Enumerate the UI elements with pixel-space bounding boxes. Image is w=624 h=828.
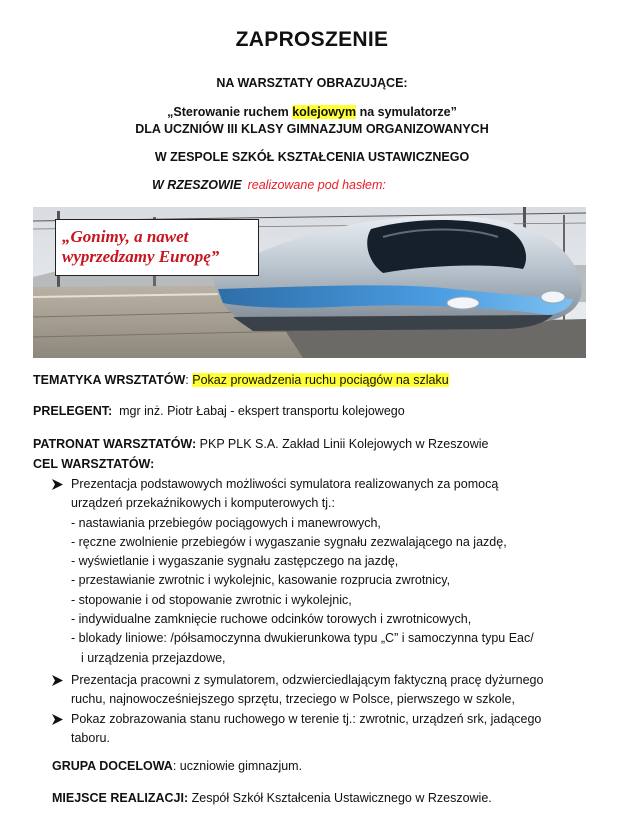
slogan-box <box>55 219 259 276</box>
patron-row <box>33 437 488 451</box>
header-line-3: DLA UCZNIÓW III KLASY GIMNAZJUM ORGANIZOWANYCH <box>135 122 489 136</box>
city-text: W RZESZOWIE <box>152 178 242 192</box>
venue-row <box>52 791 492 805</box>
goals-list <box>52 475 602 748</box>
header-line-1: NA WARSZTATY OBRAZUJĄCE: <box>216 76 408 90</box>
arrow-bullet-icon <box>52 714 63 725</box>
arrow-bullet-icon <box>52 675 63 686</box>
topic-row: TEMATYKA WRSZTATÓW: Pokaz prowadzenia ruchu pociągów na szlaku <box>33 373 449 387</box>
goals-heading <box>33 457 154 471</box>
header-line-2 <box>0 105 624 119</box>
patron-label: PATRONAT WARSZTATÓW: <box>33 437 197 451</box>
audience-label: GRUPA DOCELOWA <box>52 759 173 773</box>
goal-sub-item: - wyświetlanie i wygaszanie sygnału zastępczego na jazdę, <box>71 554 399 569</box>
goals-label: CEL WARSZTATÓW: <box>33 457 155 471</box>
goal-3-line-1: Pokaz zobrazowania stanu ruchowego w terenie tj.: zwrotnic, urządzeń srk, jadącego <box>71 711 542 726</box>
header-line-4: W ZESPOLE SZKÓŁ KSZTAŁCENIA USTAWICZNEGO <box>154 150 470 164</box>
goal-3-line-2: taboru. <box>71 730 110 745</box>
goal-item-3 <box>52 710 602 749</box>
speaker-row <box>33 404 405 418</box>
goal-sub-item: - blokady liniowe: /półsamoczynna dwukierunkowa typu „C” i samoczynna typu Eac/ <box>71 631 534 646</box>
speaker-label: PRELEGENT: <box>33 404 113 418</box>
venue-label: MIEJSCE REALIZACJI: <box>52 791 189 805</box>
audience-value: : uczniowie gimnazjum. <box>172 759 303 773</box>
goal-2-line-1: Prezentacja pracowni z symulatorem, odzwierciedlającym faktyczną pracę dyżurnego <box>71 672 544 687</box>
highlighted-word: kolejowym <box>292 105 357 119</box>
venue-value: Zespół Szkół Kształcenia Ustawicznego w Rzeszowie. <box>191 791 492 805</box>
slogan-intro-text: realizowane pod hasłem: <box>247 178 386 192</box>
goal-sub-item: - przestawianie zwrotnic i wykolejnic, kasowanie rozprucia zwrotnicy, <box>71 573 451 588</box>
audience-row <box>52 759 302 773</box>
goal-sub-item: - nastawiania przebiegów pociągowych i manewrowych, <box>71 515 381 530</box>
goal-1-line-1: Prezentacja podstawowych możliwości symulatora realizowanych za pomocą <box>71 477 499 491</box>
speaker-value: mgr inż. Piotr Łabaj - ekspert transportu kolejowego <box>119 404 405 418</box>
goal-sub-item: i urządzenia przejazdowe, <box>81 650 226 665</box>
goal-sub-item: - stopowanie i od stopowanie zwrotnic i wykolejnic, <box>71 592 352 607</box>
goal-2-line-2: ruchu, najnowocześniejszego sprzętu, trzeciego w Polsce, pierwszego w szkole, <box>71 692 515 707</box>
goal-sub-item: - indywidualne zamknięcie ruchowe odcinków torowych i zwrotnicowych, <box>71 612 472 627</box>
slogan-line-1: „Gonimy, a nawet <box>62 227 189 246</box>
workshop-title-end: na symulatorze” <box>356 105 457 119</box>
goal-item-1 <box>52 475 602 668</box>
topic-value: Pokaz prowadzenia ruchu pociągów na szlaku <box>192 373 449 387</box>
document-title: ZAPROSZENIE <box>235 28 389 51</box>
arrow-bullet-icon <box>52 479 63 490</box>
slogan-line-2: wyprzedzamy Europę” <box>62 247 220 266</box>
goal-sub-item: - ręczne zwolnienie przebiegów i wygaszanie sygnału zezwalającego na jazdę, <box>71 534 507 549</box>
workshop-title-start: „Sterowanie ruchem <box>167 105 293 119</box>
goal-item-2 <box>52 671 602 710</box>
topic-label: TEMATYKA WRSZTATÓW <box>33 373 186 387</box>
goal-1-line-2: urządzeń przekaźnikowych i komputerowych tj.: <box>71 496 336 511</box>
header-line-5 <box>152 178 386 192</box>
patron-value: PKP PLK S.A. Zakład Linii Kolejowych w Rzeszowie <box>199 437 489 451</box>
